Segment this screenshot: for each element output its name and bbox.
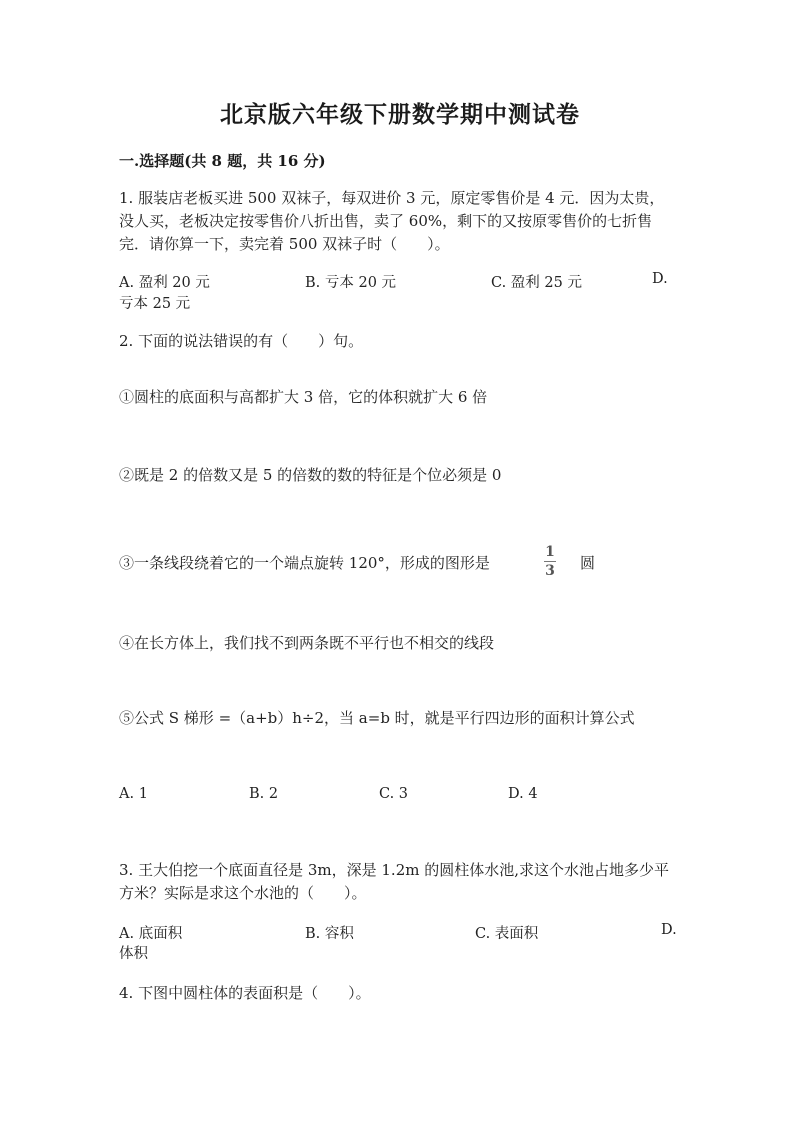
q2-option-a: A. 1 (119, 786, 148, 802)
q2-statement-3-suffix: 圆 (580, 554, 596, 572)
section-heading: 一.选择题(共 8 题，共 16 分) (119, 152, 326, 170)
q2-statement-5: ⑤公式 S 梯形 =（a+b）h÷2，当 a=b 时，就是平行四边形的面积计算公式 (119, 709, 635, 727)
q2-option-c: C. 3 (379, 786, 409, 802)
question-1-stem: 1. 服装店老板买进 500 双袜子，每双进价 3 元，原定零售价是 4 元．因为太贵，没人买，老板决定按零售价八折出售，卖了 60%，剩下的又按原零售价的七折售完．请你算一下，卖完着 500 双袜子时（ ）。 (119, 189, 665, 253)
question-3-stem: 3. 王大伯挖一个底面直径是 3m，深是 1.2m 的圆柱体水池,求这个水池占地多少平方米？实际是求这个水池的（ ）。 (119, 861, 670, 902)
fraction-denominator: 3 (545, 563, 555, 579)
q1-option-d: D. (652, 271, 668, 287)
q2-option-d: D. 4 (508, 786, 538, 802)
q3-option-c: C. 表面积 (475, 926, 539, 942)
q2-statement-4: ④在长方体上，我们找不到两条既不平行也不相交的线段 (119, 634, 495, 652)
q2-statement-2: ②既是 2 的倍数又是 5 的倍数的数的特征是个位必须是 0 (119, 466, 502, 484)
q1-option-b: B. 亏本 20 元 (305, 275, 397, 291)
q3-option-d: D. (661, 922, 677, 938)
q3-option-b: B. 容积 (305, 926, 354, 942)
q1-option-d-text: 亏本 25 元 (119, 296, 191, 312)
q2-statement-3: ③一条线段绕着它的一个端点旋转 120°，形成的图形是 (119, 554, 490, 572)
page-title: 北京版六年级下册数学期中测试卷 (220, 101, 580, 128)
q2-statement-1: ①圆柱的底面积与高都扩大 3 倍，它的体积就扩大 6 倍 (119, 388, 488, 406)
q1-option-a: A. 盈利 20 元 (119, 275, 210, 291)
question-4-stem: 4. 下图中圆柱体的表面积是（ ）。 (119, 984, 371, 1002)
q3-option-a: A. 底面积 (119, 926, 183, 942)
fraction-numerator: 1 (545, 544, 555, 560)
fraction-one-third (540, 545, 560, 578)
question-2-stem: 2. 下面的说法错误的有（ ）句。 (119, 332, 364, 350)
q3-option-d-text: 体积 (119, 946, 148, 962)
q2-option-b: B. 2 (249, 786, 279, 802)
fraction-bar (544, 561, 556, 562)
q1-option-c: C. 盈利 25 元 (491, 275, 582, 291)
